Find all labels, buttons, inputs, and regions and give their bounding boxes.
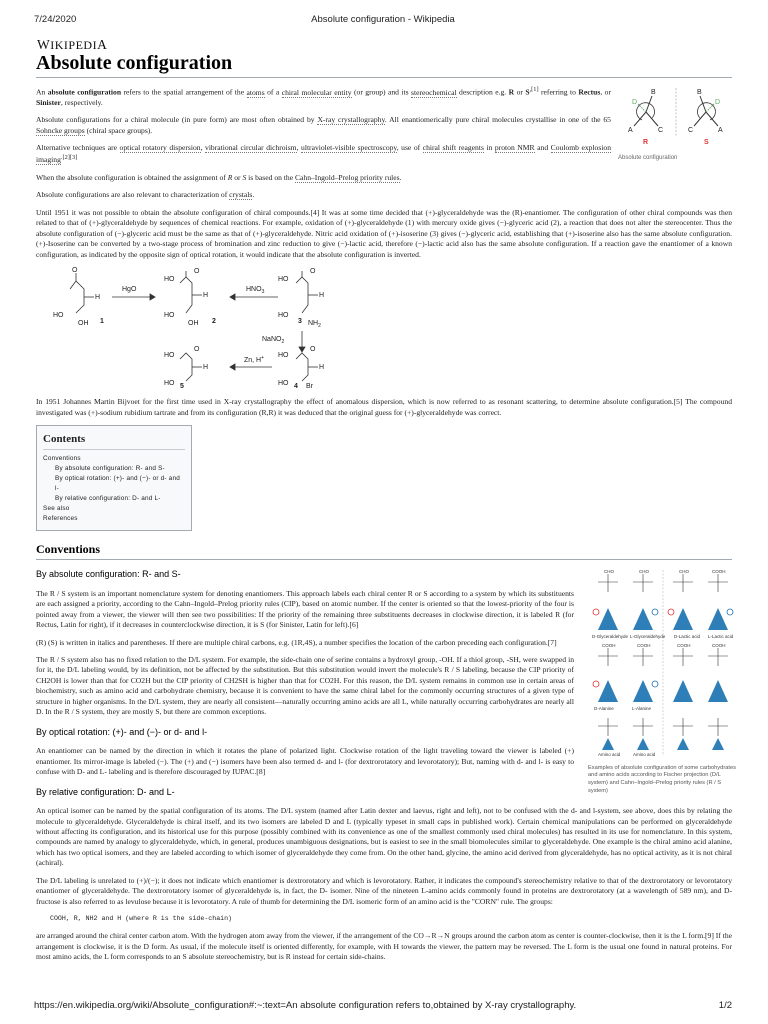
svg-text:B: B: [697, 89, 702, 96]
optical-paragraph-1: An enantiomer can be named by the direction in which it rotates the plane of polarized light. Clockwise rotation of the light traveling toward the viewer is labeled (+) enantiomer. Its mirror-image is labeled (−). The (+) and (−) isomers have been also termed d- and l- (for dextrorotatory and levorotatory); But, naming with d- and l- is easy to confuse with D- and L- labeling and is therefore discouraged by IUPAC.[8]: [36, 746, 574, 777]
svg-text:CHO: CHO: [604, 569, 614, 575]
svg-text:HO: HO: [53, 312, 64, 320]
article-content: [36, 86, 736, 970]
history-paragraph-2: In 1951 Johannes Martin Bijvoet for the first time used in X-ray crystallography the effect of anomalous dispersion, which is now referred to as resonant scattering, to determine absolute configuration.[5] The compound investigated was (+)-sodium rubidium tartrate and from its configuration (R,R) it was deduced that the original guess for (+)-glyceraldehyde was correct.: [36, 397, 732, 417]
svg-text:O: O: [72, 267, 78, 275]
relative-paragraph-1: An optical isomer can be named by the spatial configuration of its atoms. The D/L system (named after Latin dexter and laevus, right and left), not to be confused with the d- and l-system, see above, does this by relating the molecule to glyceraldehyde. Glyceraldehyde is chiral itself, and its two isomers are labeled D and L (typically typeset in small caps in published work). Certain chemical manipulations can be performed on glyceraldehyde without affecting its configuration, and its historical use for this purpose (possibly combined with its convenience as one of the smallest commonly used chiral molecules) has resulted in its use for nomenclature. In this system, compounds are named by analogy to glyceraldehyde, which, in general, produces unambiguous designations, but is easiest to see in the small biomolecules similar to glyceraldehyde. One example is the chiral amino acid alanine, which has two optical isomers, and they are labeled according to which isomer of glyceraldehyde they come from. On the other hand, glycine, the amino acid derived from glyceraldehyde, has no optical activity, as it is not chiral (achiral).: [36, 806, 732, 868]
svg-text:HO: HO: [278, 312, 289, 320]
lead-paragraph-2: Absolute configurations for a chiral molecule (in pure form) are most often obtained by X-ray crystallography. All enantiomerically pure chiral molecules crystallise in one of the 65 Sohncke groups (chiral space groups).: [36, 115, 611, 135]
print-page-title: Absolute configuration - Wikipedia: [311, 14, 455, 25]
svg-text:HO: HO: [278, 276, 289, 284]
lead-paragraph-3: Alternative techniques are optical rotatory dispersion, vibrational circular dichroism, ultraviolet-visible spectroscopy, use of chiral shift reagents in proton NMR and Coulomb explosion imaging$^{.[2][3]}$: [36, 143, 612, 165]
svg-text:H: H: [95, 294, 101, 302]
svg-text:OH: OH: [78, 320, 89, 328]
svg-text:H: H: [319, 364, 325, 372]
reagent-zn: Zn, H+: [244, 355, 265, 365]
svg-text:1: 1: [100, 318, 104, 326]
svg-text:A: A: [718, 127, 723, 134]
subheading-absolute: By absolute configuration: R- and S-: [36, 569, 181, 580]
lead-paragraph-1: An absolute configuration refers to the spatial arrangement of the atoms of a chiral molecular entity (or group) and its stereochemical description e.g. R or $S^{,[1]}$ referring to Rectus, or Sinister, respectively.: [36, 86, 612, 107]
link-atoms[interactable]: atoms: [246, 87, 265, 97]
svg-text:HO: HO: [164, 276, 175, 284]
link-ord[interactable]: optical rotatory dispersion: [119, 143, 201, 153]
r-label: R: [643, 139, 649, 146]
svg-text:HO: HO: [164, 312, 175, 320]
svg-text:H: H: [203, 292, 209, 300]
svg-text:OH: OH: [188, 320, 199, 328]
reagent-hgo: HgO: [122, 286, 137, 294]
svg-text:H: H: [319, 292, 325, 300]
svg-text:COOH: COOH: [712, 569, 726, 575]
absolute-paragraph-3: The R / S system also has no fixed relation to the D/L system. For example, the side-chain one of serine contains a hydroxyl group, -OH. If a thiol group, -SH, were swapped in for it, the D/L labeling would, by its definition, not be affected by the substitution. But this substitution would invert the molecule's R / S labeling, because the CIP priority of CH2OH is lower than that for CO2H but the CIP priority of CH2SH is higher than that for CO2H. For this reason, the D/L system remains in common use in certain areas of biochemistry, such as amino acid and carbohydrate chemistry, because it is convenient to have the same chiral label for the commonly occurring structures of a given type of structure in higher organisms. In the D/L system, they are nearly all consistent—naturally occurring amino acids are all L, while naturally occurring carbohydrates are nearly all D. In the R / S system, they are mostly S, but there are common exceptions.: [36, 655, 574, 717]
reaction-scheme: [36, 267, 732, 389]
glyceraldehyde-reaction-diagram: [50, 267, 570, 389]
conventions-heading: Conventions: [36, 541, 732, 561]
reagent-nano2: NaNO$_2$: [262, 336, 285, 346]
svg-text:NH2: $NH_2$: [308, 320, 321, 330]
toc-item-relative[interactable]: By relative configuration: D- and L-: [55, 494, 161, 502]
atom-b-label: B: [651, 89, 656, 96]
link-coulomb-explosion[interactable]: Coulomb explosion imaging: [36, 143, 612, 165]
s-label: S: [704, 139, 709, 146]
absolute-paragraph-2: (R) (S) is written in italics and parentheses. If there are multiple chiral carbons, e.g. (1R,4S), a number specifies the location of the carbon preceding each configuration.[7]: [36, 637, 557, 647]
svg-text:HO: HO: [278, 380, 289, 388]
svg-text:COOH: COOH: [637, 643, 651, 649]
link-uv-vis[interactable]: ultraviolet-visible spectroscopy: [301, 143, 397, 153]
toc-item-see-also[interactable]: See also: [43, 504, 70, 512]
article-title: Absolute configuration: [36, 52, 732, 78]
link-cip-rules[interactable]: Cahn–Ingold–Prelog priority rules: [294, 172, 400, 182]
figure-caption: Absolute configuration: [618, 155, 678, 161]
svg-text:L-Alanine: L-Alanine: [632, 706, 652, 712]
toc-title: Contents: [43, 432, 185, 450]
toc-item-optical[interactable]: By optical rotation: (+)- and (−)- or d- and l-: [55, 475, 180, 493]
link-proton-nmr[interactable]: proton NMR: [494, 143, 535, 153]
relative-paragraph-3: are arranged around the chiral center carbon atom. With the hydrogen atom away from the viewer, if the arrangement of the CO→R→N groups around the carbon atom as center is counter-clockwise, then it is the L form.[9] If the arrangement is clockwise, it is the D form. As usual, if the molecule itself is oriented differently, for example, with H towards the viewer, the pattern may be reversed. The L form is the usual one found in natural proteins. For most amino acids, the L form corresponds to an S absolute stereochemistry, but is R instead for certain side-chains.: [36, 931, 732, 962]
print-footer: [34, 1000, 732, 1011]
svg-text:3: 3: [298, 318, 302, 326]
svg-text:Amino acid: Amino acid: [598, 752, 621, 758]
lead-section: [36, 86, 611, 201]
toc-item-absolute[interactable]: By absolute configuration: R- and S-: [55, 465, 165, 473]
table-of-contents: [36, 425, 192, 531]
svg-text:HO: HO: [164, 380, 175, 388]
print-page-number: 1/2: [718, 1000, 732, 1011]
svg-text:Amino acid: Amino acid: [633, 752, 656, 758]
toc-item-references[interactable]: References: [43, 514, 78, 522]
toc-item-conventions[interactable]: Conventions: [43, 455, 81, 463]
fischer-projections-grid: [588, 568, 738, 758]
svg-text:CHO: CHO: [679, 569, 689, 575]
svg-text:D: D: [715, 99, 721, 106]
svg-text:O: O: [194, 346, 200, 354]
svg-text:C: C: [688, 127, 694, 134]
link-stereochemical[interactable]: stereochemical: [411, 87, 457, 97]
svg-text:D-Alanine: D-Alanine: [594, 706, 614, 712]
link-chiral-molecular-entity[interactable]: chiral molecular entity: [281, 87, 352, 97]
wikipedia-logo[interactable]: WIKIPEDIA: [37, 37, 108, 52]
fischer-figure-caption: Examples of absolute configuration of some carbohydrates and amino acids according to Fischer projection (D/L system) and Cahn–Ingold–Prelog priority rules (R / S system): [588, 764, 736, 794]
lead-paragraph-4: When the absolute configuration is obtained the assignment of R or S is based on the Cahn–Ingold–Prelog priority rules.: [36, 172, 402, 182]
svg-text:CHO: CHO: [639, 569, 649, 575]
svg-text:5: 5: [180, 383, 184, 390]
relative-paragraph-2: The D/L labeling is unrelated to (+)/(−); it does not indicate which enantiomer is dextrorotatory and which is levorotatory. Rather, it indicates the compound's stereochemistry relative to that of the dextrorotatory or levorotatory enantiomer of glyceraldehyde. The dextrorotatory isomer of glyceraldehyde is, in fact, the D- isomer. Nine of the nineteen L-amino acids commonly found in proteins are dextrorotatory (at a wavelength of 589 nm), and D-fructose is also referred to as levulose because it is levorotatory. A rule of thumb for determining the D/L isomeric form of an amino acid is the "CORN" rule. The groups:: [36, 875, 732, 906]
svg-text:Br: Br: [306, 383, 313, 390]
reagent-hno3: $HNO_3$: [246, 286, 265, 296]
fischer-projection-figure: [588, 568, 738, 795]
link-crystals[interactable]: crystals: [229, 190, 253, 200]
svg-text:O: O: [310, 346, 316, 354]
svg-text:HO: HO: [278, 352, 289, 360]
print-url: https://en.wikipedia.org/wiki/Absolute_configuration#:~:text=An absolute configuration refers to,obtained by X-ray crystallography.: [34, 1000, 577, 1011]
svg-text:D-Glyceraldehyde: D-Glyceraldehyde: [592, 634, 629, 640]
print-date: 7/24/2020: [34, 14, 77, 25]
svg-text:H: H: [203, 364, 209, 372]
absolute-paragraph-1: The R / S system is an important nomenclature system for denoting enantiomers. This approach labels each chiral center R or S according to a system by which its substituents are each assigned a priority, according to the Cahn–Ingold–Prelog priority rules (CIP), based on atomic number. If the center is oriented so that the lowest-priority of the four is pointed away from a viewer, the viewer will then see two possibilities: If the priority of the remaining three substituents decreases in clockwise direction, it is labeled R (for Rectus, Latin for right), if it decreases in counterclockwise direction, it is S (for Sinister, Latin for left).[6]: [36, 588, 574, 630]
link-chiral-shift-reagents[interactable]: chiral shift reagents: [422, 143, 484, 153]
subheading-optical: By optical rotation: (+)- and (−)- or d- and l-: [36, 726, 208, 737]
link-vcd[interactable]: vibrational circular dichroism: [205, 143, 297, 153]
atom-c-label: C: [658, 127, 664, 134]
link-sohncke-groups[interactable]: Sohncke groups: [36, 125, 85, 135]
svg-text:L-Glyceraldehyde: L-Glyceraldehyde: [630, 634, 666, 640]
svg-text:O: O: [194, 268, 200, 276]
svg-text:COOH: COOH: [677, 643, 691, 649]
svg-text:COOH: COOH: [712, 643, 726, 649]
corn-rule-groups: COOH, R, NH2 and H (where R is the side-chain): [50, 915, 233, 923]
link-x-ray-crystallography[interactable]: X-ray crystallography: [317, 115, 385, 125]
svg-text:HO: HO: [164, 352, 175, 360]
lead-paragraph-5: Absolute configurations are also relevant to characterization of crystals.: [36, 190, 255, 200]
svg-text:4: 4: [294, 383, 298, 390]
subheading-relative: By relative configuration: D- and L-: [36, 786, 175, 797]
svg-text:2: 2: [212, 318, 216, 326]
svg-text:L-Lactic acid: L-Lactic acid: [708, 634, 734, 640]
atom-d-label: D: [632, 99, 638, 106]
svg-text:O: O: [310, 268, 316, 276]
history-paragraph-1: Until 1951 it was not possible to obtain the absolute configuration of chiral compounds.[4] It was at some time decided that (+)-glyceraldehyde was the (R)-enantiomer. The configuration of other chiral compounds was then related to that of (+)-glyceraldehyde by sequences of chemical reactions. For example, oxidation of (+)-glyceraldehyde (1) with mercury oxide gives (−)-glyceric acid (2), a reaction that does not alter the stereocenter. Thus the absolute configuration of (−)-glyceric acid must be the same as that of (+)-glyceraldehyde. Nitric acid oxidation of (+)-isoserine (3) gives (−)-glyceric acid, establishing that (+)-isoserine also has the same absolute configuration. (+)-Isoserine can be converted by a two-stage process of bromination and zinc reduction to give (−)-lactic acid, therefore (−)-lactic acid also has the same absolute configuration. If a reaction gave the enantiomer of a known configuration, as indicated by the opposite sign of optical rotation, it would indicate that the absolute configuration is inverted.: [36, 207, 732, 259]
atom-a-label: A: [628, 127, 633, 134]
svg-text:COOH: COOH: [602, 643, 616, 649]
svg-text:D-Lactic acid: D-Lactic acid: [674, 634, 701, 640]
